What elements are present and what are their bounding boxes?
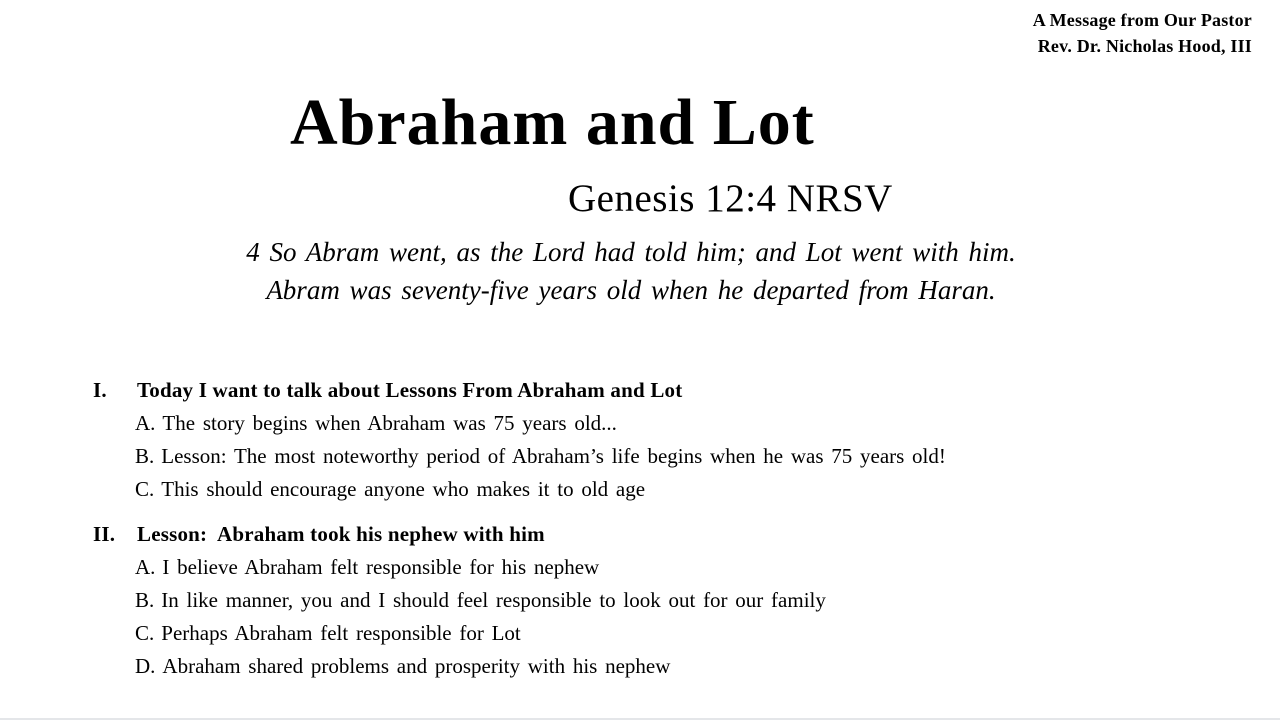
outline-item xyxy=(135,551,1208,584)
section-heading: Lesson: Abraham took his nephew with him xyxy=(137,522,545,546)
item-marker: B. xyxy=(135,444,155,468)
outline-item xyxy=(135,584,1208,617)
section-items xyxy=(93,407,1208,506)
item-text: This should encourage anyone who makes it to old age xyxy=(161,477,646,501)
item-text: Abraham shared problems and prosperity with his nephew xyxy=(162,654,671,678)
section-marker: II. xyxy=(93,522,116,546)
item-text: Lesson: The most noteworthy period of Abraham’s life begins when he was 75 years old! xyxy=(161,444,946,468)
section-heading-row xyxy=(93,518,1208,551)
item-marker: C. xyxy=(135,621,155,645)
outline-item xyxy=(135,617,1208,650)
outline-item xyxy=(135,650,1208,683)
item-text: In like manner, you and I should feel responsible to look out for our family xyxy=(161,588,826,612)
byline xyxy=(1033,7,1252,59)
section-items xyxy=(93,551,1208,683)
outline-item xyxy=(135,407,1208,440)
item-marker: C. xyxy=(135,477,155,501)
scripture-reference: Genesis 12:4 NRSV xyxy=(568,177,893,220)
quote-line1: 4 So Abram went, as the Lord had told him; and Lot went with him. xyxy=(246,237,1016,267)
sermon-outline xyxy=(93,374,1208,683)
item-text: Perhaps Abraham felt responsible for Lot xyxy=(161,621,521,645)
item-marker: B. xyxy=(135,588,155,612)
outline-section-1 xyxy=(93,374,1208,506)
item-marker: D. xyxy=(135,654,156,678)
item-marker: A. xyxy=(135,411,156,435)
item-text: The story begins when Abraham was 75 years old... xyxy=(162,411,617,435)
item-marker: A. xyxy=(135,555,156,579)
section-heading: Today I want to talk about Lessons From Abraham and Lot xyxy=(137,378,683,402)
outline-item xyxy=(135,473,1208,506)
byline-line2: Rev. Dr. Nicholas Hood, III xyxy=(1037,36,1252,56)
byline-line1: A Message from Our Pastor xyxy=(1032,10,1252,30)
scripture-quote xyxy=(0,233,1262,309)
page-title: Abraham and Lot xyxy=(290,86,815,159)
outline-item xyxy=(135,440,1208,473)
section-heading-row xyxy=(93,374,1208,407)
outline-section-2 xyxy=(93,518,1208,683)
section-marker: I. xyxy=(93,378,107,402)
quote-line2: Abram was seventy-five years old when he departed from Haran. xyxy=(266,275,996,305)
item-text: I believe Abraham felt responsible for his nephew xyxy=(162,555,600,579)
